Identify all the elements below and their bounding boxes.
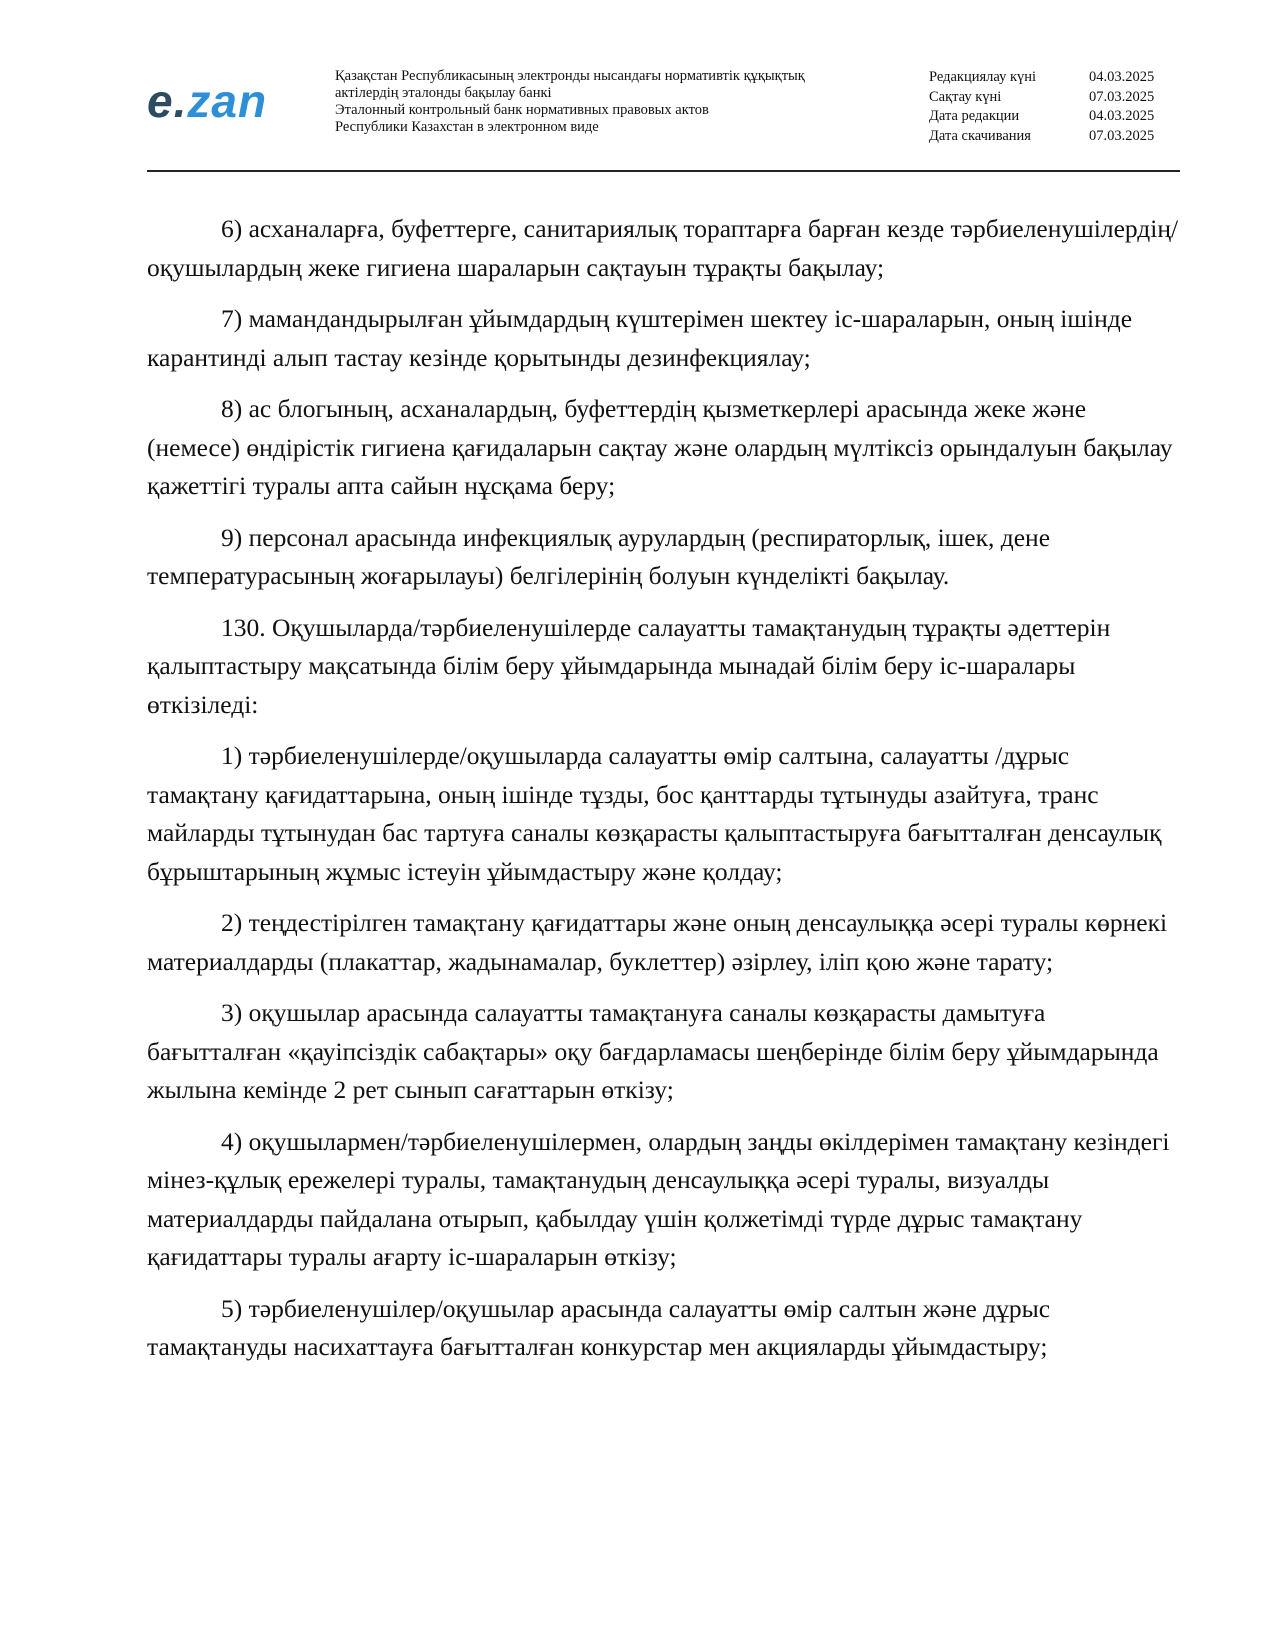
document-body [147, 210, 1182, 1380]
logo-part-2: zan [187, 75, 268, 127]
paragraph: 5) тәрбиеленушілер/оқушылар арасында салауатты өмір салтын және дұрыс тамақтануды насихаттауға бағытталған конкурстар мен акцияларды ұйымдастыру; [147, 1293, 1051, 1361]
meta-label: Дата редакции [929, 108, 1020, 124]
paragraph: 9) персонал арасында инфекциялық аурулардың (респираторлық, ішек, дене температурасының жоғарылауы) белгілерінің болуын күнделікті бақылау. [147, 522, 1051, 590]
meta-value: 04.03.2025 [1089, 69, 1155, 85]
header-description [335, 68, 895, 136]
meta-row [929, 127, 1179, 147]
meta-value: 07.03.2025 [1089, 127, 1155, 144]
meta-row [929, 107, 1179, 127]
paragraph: 130. Оқушыларда/тәрбиеленушілерде салауатты тамақтанудың тұрақты әдеттерін қалыптастыру мақсатында білім беру ұйымдарында мынадай білім беру іс-шаралары өткізіледі: [147, 612, 1111, 719]
paragraph: 6) асханаларға, буфеттерге, санитариялық тораптарға барған кезде тәрбиеленушілердің/оқушылардың жеке гигиена шараларын сақтауын тұрақты бақылау; [147, 214, 1179, 282]
ezan-logo [147, 75, 268, 127]
paragraph: 7) мамандандырылған ұйымдардың күштерімен шектеу іс-шараларын, оның ішінде карантинді алып тастау кезінде қорытынды дезинфекциялау; [147, 304, 1133, 372]
meta-label: Дата скачивания [929, 127, 1031, 144]
paragraph: 2) теңдестірілген тамақтану қағидаттары және оның денсаулыққа әсері туралы көрнекі материалдарды (плакаттар, жадынамалар, буклеттер) әзірлеу, іліп қою және тарату; [147, 908, 1168, 976]
meta-value: 04.03.2025 [1089, 108, 1155, 124]
logo-part-1: e. [147, 75, 188, 127]
meta-label: Сақтау күні [929, 88, 1002, 105]
paragraph: 3) оқушылар арасында салауатты тамақтануға саналы көзқарасты дамытуға бағытталған «қауіпсіздік сабақтары» оқу бағдарламасы шеңберінде білім беру ұйымдарында жылына кемінде 2 рет сынып сағаттарын өткізу; [147, 998, 1159, 1104]
description-line: актілердің эталонды бақылау банкі [335, 85, 552, 101]
paragraph: 1) тәрбиеленушілерде/оқушыларда салауатты өмір салтына, салауатты /дұрыс тамақтану қағидаттарына, оның ішінде тұзды, бос қанттарды тұтынуды азайтуға, транс майларды тұтынудан бас тартуға саналы көзқарасты қалыптастыруға бағытталған денсаулық бұрыштарының жұмыс істеуін ұйымдастыру және қолдау; [147, 741, 1162, 886]
description-line: Республики Казахстан в электронном виде [335, 119, 599, 135]
meta-row [929, 68, 1179, 88]
meta-value: 07.03.2025 [1089, 88, 1155, 105]
header-meta-table [929, 68, 1179, 146]
meta-label: Редакциялау күні [929, 69, 1037, 85]
paragraph: 8) ас блогының, асханалардың, буфеттердің қызметкерлері арасында жеке және (немесе) өндірістік гигиена қағидаларын сақтау және олардың мүлтіксіз орындалуын бақылау қажеттігі туралы апта сайын нұсқама беру; [147, 394, 1173, 500]
page-header [147, 66, 1177, 166]
description-line: Қазақстан Республикасының электронды нысандағы нормативтік құқықтық [335, 68, 805, 84]
meta-row [929, 88, 1179, 108]
header-divider [147, 170, 1180, 172]
description-line: Эталонный контрольный банк нормативных правовых актов [335, 102, 709, 118]
paragraph: 4) оқушылармен/тәрбиеленушілермен, олардың заңды өкілдерімен тамақтану кезіндегі мінез-құлық ережелері туралы, тамақтанудың денсаулыққа әсері туралы, визуалды материалдарды пайдалана отырып, қабылдау үшін қолжетімді түрде дұрыс тамақтану қағидаттары туралы ағарту іс-шараларын өткізу; [147, 1126, 1170, 1271]
